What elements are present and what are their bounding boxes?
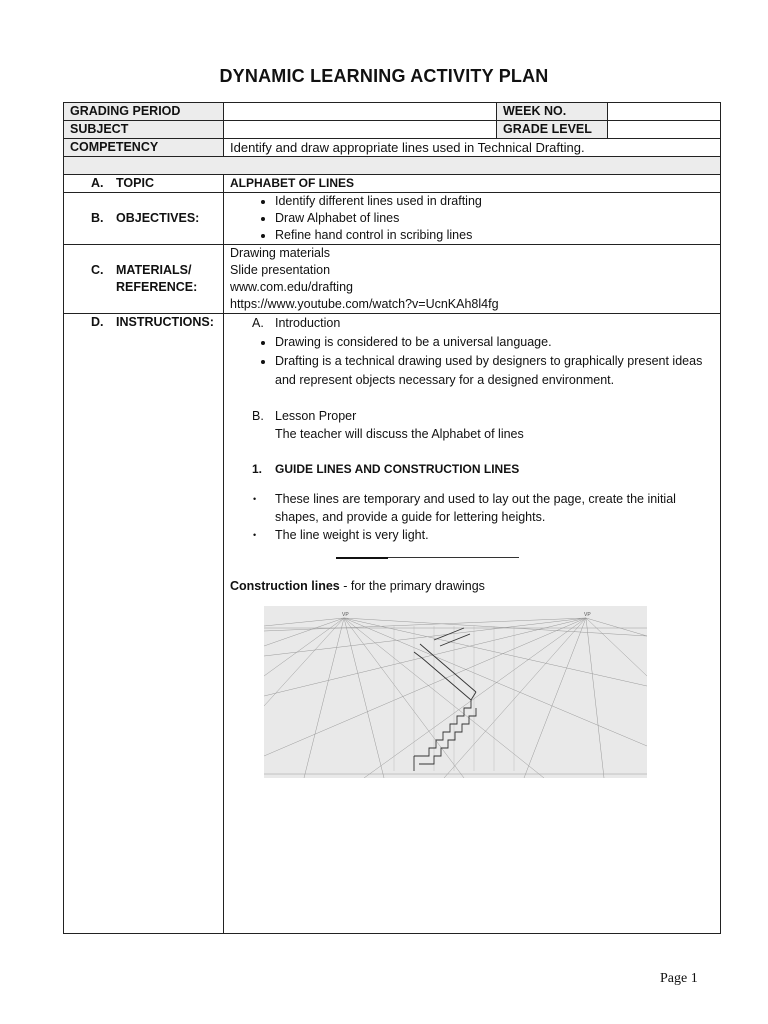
topic-value: ALPHABET OF LINES <box>224 175 721 193</box>
material-link[interactable]: www.com.edu/drafting <box>230 280 353 294</box>
intro-bullet: • Drawing is considered to be a universal language. <box>275 333 714 352</box>
intro-bullets <box>230 333 714 390</box>
objectives-label: B. OBJECTIVES: <box>64 193 224 245</box>
grading-period-label: GRADING PERIOD <box>64 103 224 121</box>
lesson-title: Lesson Proper <box>275 409 357 423</box>
subject-value <box>224 121 497 139</box>
materials-label: C. MATERIALS/ REFERENCE: <box>64 245 224 314</box>
week-no-value <box>608 103 721 121</box>
guide-bullet: • The line weight is very light. <box>253 528 429 542</box>
page-number: Page 1 <box>660 971 698 986</box>
document-title: DYNAMIC LEARNING ACTIVITY PLAN <box>219 66 549 86</box>
construction-lines-caption: Construction lines - for the primary drawings <box>230 579 485 593</box>
lesson-text: The teacher will discuss the Alphabet of lines <box>275 427 524 441</box>
objective-item: • Draw Alphabet of lines <box>275 210 714 227</box>
material-line: Slide presentation <box>230 263 331 277</box>
grade-level-value <box>608 121 721 139</box>
guide-lines-heading: 1. GUIDE LINES AND CONSTRUCTION LINES <box>252 462 520 476</box>
material-line: Drawing materials <box>230 246 331 260</box>
subject-label: SUBJECT <box>64 121 224 139</box>
competency-value: Identify and draw appropriate lines used in Technical Drafting. <box>224 139 721 157</box>
intro-bullet: • Drafting is a technical drawing used by designers to graphically present ideas and represent objects necessary for a designed environment. <box>275 352 714 390</box>
grading-period-value <box>224 103 497 121</box>
week-no-label: WEEK NO. <box>497 103 608 121</box>
materials-list <box>224 245 721 314</box>
objectives-list <box>224 193 721 245</box>
objective-item: • Refine hand control in scribing lines <box>275 227 714 244</box>
objective-item: • Identify different lines used in drafting <box>275 193 714 210</box>
topic-label: A. TOPIC <box>64 175 224 193</box>
staircase-perspective-drawing <box>264 606 647 778</box>
instructions-content <box>224 314 721 934</box>
svg-text:VP: VP <box>584 612 591 618</box>
spacer-row <box>64 157 721 175</box>
guide-bullet: • These lines are temporary and used to lay out the page, create the initial shapes, and provide a guide for lettering heights. <box>253 492 676 524</box>
svg-text:VP: VP <box>342 612 349 618</box>
intro-marker: A. <box>252 316 264 330</box>
activity-plan-table <box>63 102 721 934</box>
grade-level-label: GRADE LEVEL <box>497 121 608 139</box>
divider-line <box>336 557 519 558</box>
intro-block <box>230 315 714 332</box>
competency-label: COMPETENCY <box>64 139 224 157</box>
lesson-block <box>230 407 714 443</box>
instructions-label: D. INSTRUCTIONS: <box>64 314 224 934</box>
guide-bullets <box>230 490 714 544</box>
intro-title: Introduction <box>275 316 341 330</box>
material-link[interactable]: https://www.youtube.com/watch?v=UcnKAh8l4fg <box>230 297 499 311</box>
lesson-marker: B. <box>252 409 264 423</box>
